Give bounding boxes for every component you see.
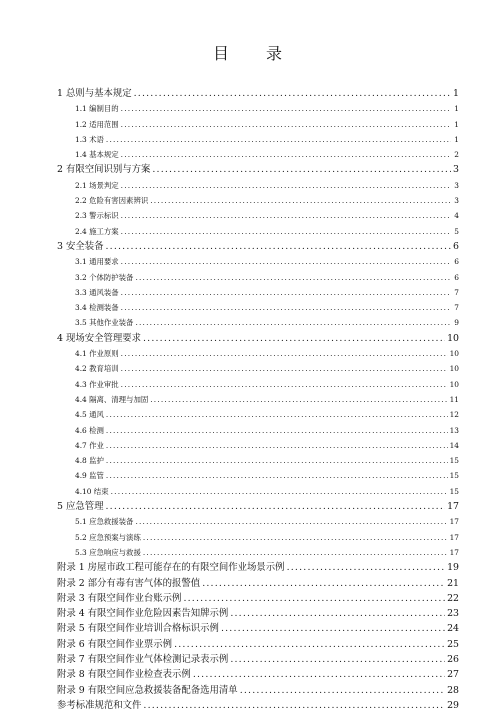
dot-leader [135, 514, 447, 529]
toc-entry-label: 5.1 应急救援装备 [75, 517, 134, 527]
toc-section-entry [57, 392, 459, 407]
table-of-contents [57, 86, 459, 713]
toc-page-number: 28 [447, 684, 459, 696]
toc-entry-label: 3.3 通风装备 [75, 287, 119, 297]
dot-leader [106, 438, 448, 453]
toc-section-entry [57, 117, 459, 132]
dot-leader [121, 178, 451, 193]
toc-entry-label: 1.1 编制目的 [75, 104, 119, 114]
toc-page-number: 3 [454, 180, 459, 190]
toc-entry-label: 5.2 应急预案与演练 [75, 532, 141, 542]
toc-chapter-entry [57, 499, 459, 514]
toc-entry-label: 附录 4 有限空间作业危险因素告知牌示例 [57, 608, 229, 620]
dot-leader [143, 545, 448, 560]
toc-section-entry [57, 193, 459, 208]
dot-leader [121, 346, 448, 361]
toc-entry-label: 4.1 作业原则 [75, 349, 119, 359]
toc-section-entry [57, 224, 459, 239]
toc-entry-label: 1.4 基本规定 [75, 150, 119, 160]
dot-leader [121, 300, 451, 315]
dot-leader [135, 315, 451, 330]
dot-leader [134, 86, 451, 101]
toc-section-entry [57, 270, 459, 285]
toc-page-number: 27 [447, 669, 459, 681]
toc-entry-label: 3.5 其他作业装备 [75, 318, 134, 328]
toc-entry-label: 附录 7 有限空间作业气体检测记录表示例 [57, 653, 229, 665]
toc-section-entry [57, 285, 459, 300]
toc-chapter-entry [57, 698, 459, 713]
toc-page-number: 4 [454, 211, 459, 221]
dot-leader [105, 239, 451, 254]
toc-entry-label: 附录 5 有限空间作业培训合格标识示例 [57, 623, 219, 635]
toc-chapter-entry [57, 683, 459, 698]
toc-entry-label: 附录 2 部分有毒有害气体的报警值 [57, 577, 201, 589]
toc-entry-label: 附录 6 有限空间作业票示例 [57, 638, 173, 650]
dot-leader [106, 407, 448, 422]
toc-entry-label: 1 总则与基本规定 [57, 88, 132, 99]
dot-leader [111, 484, 448, 499]
dot-leader [121, 361, 448, 376]
toc-section-entry [57, 377, 459, 392]
dot-leader [121, 147, 451, 162]
toc-entry-label: 4 现场安全管理要求 [57, 332, 141, 344]
toc-page-number: 6 [454, 272, 459, 282]
dot-leader [121, 208, 451, 223]
toc-page-number: 15 [449, 471, 459, 481]
toc-entry-label: 5.3 应急响应与救援 [75, 547, 141, 557]
toc-page-number: 1 [453, 88, 459, 99]
toc-page-number: 21 [447, 577, 459, 589]
toc-page-number: 17 [449, 517, 459, 527]
toc-section-entry [57, 315, 459, 330]
toc-section-entry [57, 178, 459, 193]
toc-entry-label: 2.4 施工方案 [75, 226, 119, 236]
toc-page-number: 22 [447, 592, 459, 604]
toc-entry-label: 3.1 通用要求 [75, 257, 119, 267]
toc-page-number: 23 [447, 608, 459, 620]
toc-entry-label: 4.4 隔离、清理与加固 [75, 394, 149, 404]
toc-page-number: 7 [454, 303, 459, 313]
toc-page-number: 3 [454, 196, 459, 206]
toc-entry-label: 4.9 监管 [75, 471, 104, 481]
toc-section-entry [57, 453, 459, 468]
dot-leader [150, 193, 451, 208]
toc-page-number: 1 [454, 104, 459, 114]
toc-section-entry [57, 484, 459, 499]
dot-leader [174, 637, 445, 652]
toc-page-number: 9 [454, 318, 459, 328]
dot-leader [230, 652, 445, 667]
toc-entry-label: 1.3 术语 [75, 134, 104, 144]
toc-page-number: 1 [454, 119, 459, 129]
toc-chapter-entry [57, 591, 459, 606]
toc-section-entry [57, 132, 459, 147]
toc-chapter-entry [57, 621, 459, 636]
toc-entry-label: 2 有限空间识别与方案 [57, 164, 151, 176]
toc-page-number: 11 [449, 394, 459, 404]
toc-section-entry [57, 147, 459, 162]
toc-page-number: 13 [449, 425, 459, 435]
dot-leader [287, 560, 446, 575]
dot-leader [105, 499, 445, 514]
toc-entry-label: 2.3 警示标识 [75, 211, 119, 221]
dot-leader [150, 392, 447, 407]
dot-leader [221, 621, 445, 636]
dot-leader [121, 377, 448, 392]
dot-leader [106, 423, 448, 438]
toc-chapter-entry [57, 606, 459, 621]
toc-page-number: 26 [447, 653, 459, 665]
toc-entry-label: 4.7 作业 [75, 440, 104, 450]
toc-entry-label: 附录 3 有限空间作业台账示例 [57, 592, 182, 604]
toc-page-number: 17 [447, 501, 459, 513]
page-title: 目 录 [212, 44, 299, 63]
toc-page-number: 15 [449, 456, 459, 466]
toc-entry-label: 参考标准规范和文件 [57, 699, 142, 711]
dot-leader [106, 132, 451, 147]
toc-section-entry [57, 468, 459, 483]
toc-page-number: 10 [449, 379, 459, 389]
toc-entry-label: 4.8 监护 [75, 456, 104, 466]
toc-chapter-entry [57, 86, 459, 101]
toc-section-entry [57, 423, 459, 438]
toc-page-number: 19 [447, 562, 459, 574]
toc-entry-label: 4.3 作业审批 [75, 379, 119, 389]
toc-entry-label: 4.5 通风 [75, 410, 104, 420]
toc-section-entry [57, 254, 459, 269]
dot-leader [121, 224, 451, 239]
toc-page-number: 6 [454, 257, 459, 267]
toc-page-number: 25 [447, 638, 459, 650]
toc-page-number: 14 [449, 440, 459, 450]
toc-chapter-entry [57, 667, 459, 682]
toc-chapter-entry [57, 331, 459, 346]
toc-chapter-entry [57, 637, 459, 652]
dot-leader [152, 162, 451, 177]
toc-entry-label: 附录 8 有限空间作业检查表示例 [57, 669, 191, 681]
toc-entry-label: 1.2 适用范围 [75, 119, 119, 129]
toc-chapter-entry [57, 560, 459, 575]
dot-leader [193, 667, 445, 682]
dot-leader [121, 285, 451, 300]
toc-section-entry [57, 361, 459, 376]
toc-entry-label: 2.2 危险有害因素辨识 [75, 196, 149, 206]
toc-entry-label: 附录 1 房屋市政工程可能存在的有限空间作业场景示例 [57, 562, 285, 574]
toc-entry-label: 2.1 场景判定 [75, 180, 119, 190]
dot-leader [240, 683, 445, 698]
toc-entry-label: 3 安全装备 [57, 240, 104, 252]
toc-page-number: 15 [449, 486, 459, 496]
toc-section-entry [57, 101, 459, 116]
toc-page-number: 6 [453, 240, 459, 252]
dot-leader [121, 101, 451, 116]
toc-section-entry [57, 407, 459, 422]
dot-leader [106, 453, 448, 468]
toc-section-entry [57, 438, 459, 453]
toc-section-entry [57, 300, 459, 315]
toc-page-number: 17 [449, 532, 459, 542]
dot-leader [202, 576, 445, 591]
dot-leader [230, 606, 445, 621]
dot-leader [106, 468, 448, 483]
toc-entry-label: 4.10 结束 [75, 486, 109, 496]
toc-entry-label: 5 应急管理 [57, 501, 104, 513]
toc-page-number: 3 [453, 164, 459, 176]
dot-leader [135, 270, 451, 285]
toc-page-number: 24 [447, 623, 459, 635]
dot-leader [121, 117, 451, 132]
dot-leader [143, 331, 445, 346]
toc-section-entry [57, 545, 459, 560]
toc-section-entry [57, 208, 459, 223]
toc-page-number: 12 [449, 410, 459, 420]
toc-page-number: 10 [447, 332, 459, 344]
dot-leader [183, 591, 445, 606]
toc-entry-label: 附录 9 有限空间应急救援装备配备选用清单 [57, 684, 238, 696]
toc-section-entry [57, 346, 459, 361]
toc-chapter-entry [57, 652, 459, 667]
dot-leader [143, 698, 445, 713]
toc-section-entry [57, 514, 459, 529]
toc-entry-label: 3.4 检测装备 [75, 303, 119, 313]
toc-page-number: 1 [454, 134, 459, 144]
toc-page-number: 29 [447, 699, 459, 711]
toc-entry-label: 3.2 个体防护装备 [75, 272, 134, 282]
toc-entry-label: 4.6 检测 [75, 425, 104, 435]
toc-chapter-entry [57, 162, 459, 177]
toc-section-entry [57, 530, 459, 545]
toc-page-number: 5 [454, 226, 459, 236]
dot-leader [143, 530, 448, 545]
toc-page-number: 10 [449, 364, 459, 374]
toc-page-number: 2 [454, 150, 459, 160]
toc-page-number: 17 [449, 547, 459, 557]
toc-chapter-entry [57, 239, 459, 254]
toc-page-number: 7 [454, 287, 459, 297]
dot-leader [121, 254, 451, 269]
toc-page-number: 10 [449, 349, 459, 359]
toc-entry-label: 4.2 教育培训 [75, 364, 119, 374]
toc-chapter-entry [57, 576, 459, 591]
